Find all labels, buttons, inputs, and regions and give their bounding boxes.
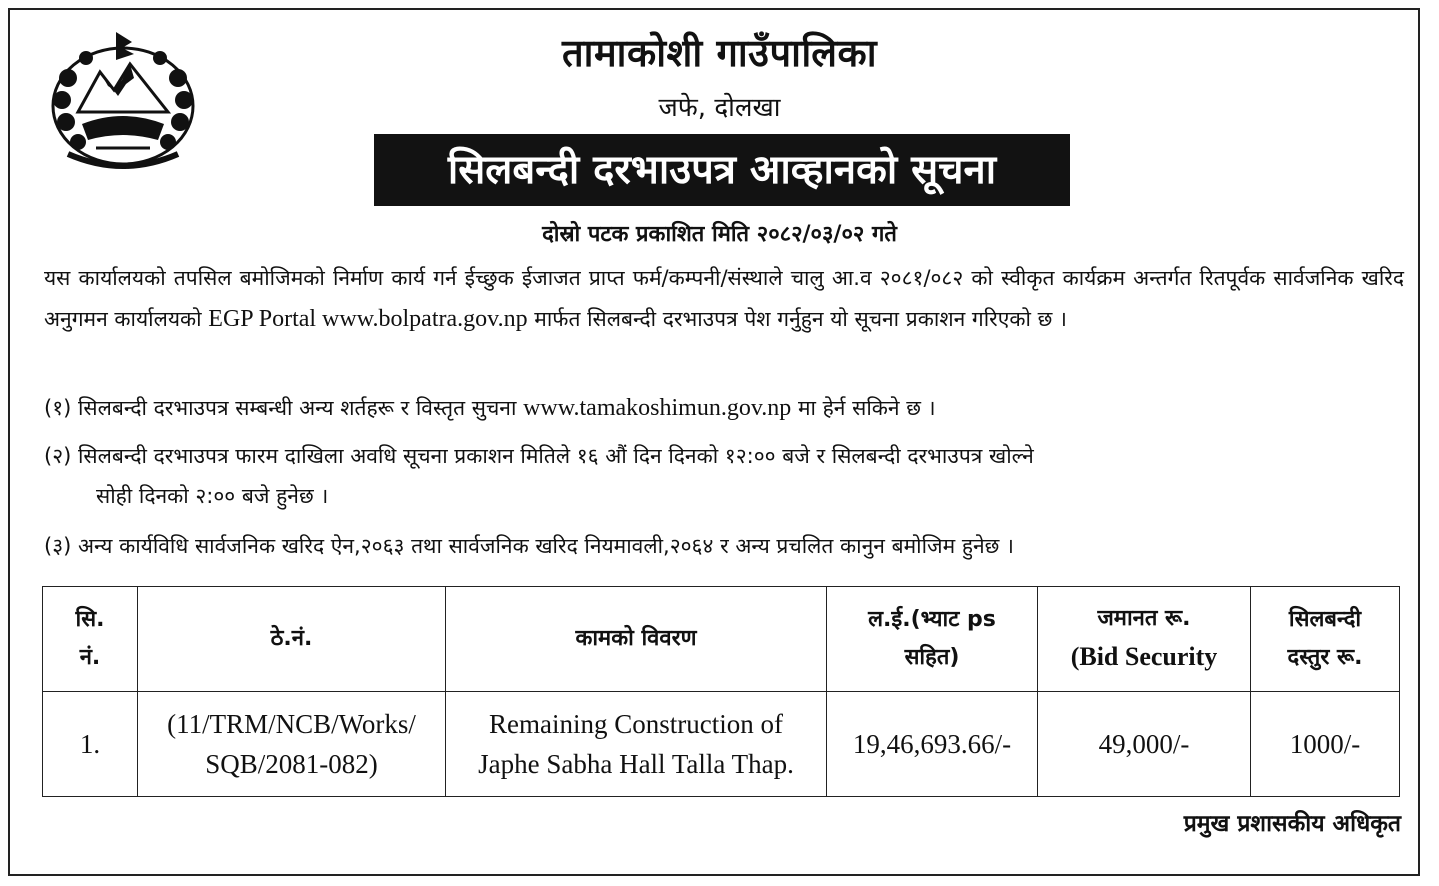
contract-line2: SQB/2081-082) [205, 749, 378, 779]
header-sealed-fee [1251, 587, 1400, 692]
cell-work-description [446, 692, 827, 797]
cell-sealed-fee: 1000/- [1251, 692, 1400, 797]
description-line2: Japhe Sabha Hall Talla Thap. [478, 749, 794, 779]
header-serial-number [43, 587, 138, 692]
table-header-row [43, 587, 1400, 692]
point-1 [44, 394, 936, 422]
cell-serial-number: 1. [43, 692, 138, 797]
egp-portal-link: EGP Portal www.bolpatra.gov.np [208, 306, 528, 332]
header-fee-line2: दस्तुर रू. [1287, 645, 1363, 670]
header-sn-line2: नं. [79, 645, 101, 670]
notice-title-banner: सिलबन्दी दरभाउपत्र आव्हानको सूचना [374, 134, 1070, 206]
organization-name: तामाकोशी गाउँपालिका [561, 31, 878, 75]
header-work-description: कामको विवरण [446, 587, 827, 692]
point-2-line-1: (२) सिलबन्दी दरभाउपत्र फारम दाखिला अवधि सूचना प्रकाशन मितिले १६ औं दिन दिनको १२:०० बजे र सिलबन्दी दरभाउपत्र खोल्ने [44, 444, 1034, 468]
header-sn-line1: सि. [75, 607, 105, 632]
header-fee-line1: सिलबन्दी [1288, 607, 1362, 632]
organization-address: जफे, दोलखा [658, 93, 781, 123]
header-security-line2: (Bid Security [1070, 642, 1218, 671]
header-bid-security [1038, 587, 1251, 692]
point-3: (३) अन्य कार्यविधि सार्वजनिक खरिद ऐन,२०६३ तथा सार्वजनिक खरिद नियमावली,२०६४ र अन्य प्रचलित कानुन बमोजिम हुनेछ । [44, 534, 1014, 558]
point-2-line-2: सोही दिनको २:०० बजे हुनेछ । [96, 484, 329, 508]
header-cost-line1: ल.ई.(भ्याट ps [868, 607, 996, 632]
tender-table [42, 586, 1400, 797]
intro-text-part2: मार्फत सिलबन्दी दरभाउपत्र पेश गर्नुहुन यो सूचना प्रकाशन गरिएको छ । [534, 307, 1067, 331]
table-row [43, 692, 1400, 797]
contract-line1: (11/TRM/NCB/Works/ [167, 709, 416, 739]
cell-contract-number [138, 692, 446, 797]
cell-bid-security: 49,000/- [1038, 692, 1251, 797]
header-security-line1: जमानत रू. [1097, 606, 1191, 631]
header-cost-estimate [827, 587, 1038, 692]
municipality-website-link: www.tamakoshimun.gov.np [523, 395, 792, 421]
description-line1: Remaining Construction of [489, 709, 783, 739]
publication-date-line: दोस्रो पटक प्रकाशित मिति २०८२/०३/०२ गते [542, 222, 897, 247]
point-1-after: मा हेर्न सकिने छ । [797, 396, 936, 420]
point-1-before: (१) सिलबन्दी दरभाउपत्र सम्बन्धी अन्य शर्तहरू र विस्तृत सुचना [44, 396, 517, 420]
intro-text-part1: यस कार्यालयको तपसिल बमोजिमको निर्माण कार्य गर्न ईच्छुक ईजाजत प्राप्त फर्म/कम्पनी/संस्थाले चालु आ.व २०८१/०८२ को स्वीकृत कार्यक्रम अन्तर्गत रितपूर्वक सार्वजनिक खरिद अनुगमन कार्यालयको [44, 266, 1404, 331]
header-contract-number: ठे.नं. [138, 587, 446, 692]
header-cost-line2: सहित) [904, 645, 960, 670]
cell-cost-estimate: 19,46,693.66/- [827, 692, 1038, 797]
signatory-title: प्रमुख प्रशासकीय अधिकृत [1183, 811, 1401, 837]
intro-paragraph [44, 258, 1404, 340]
